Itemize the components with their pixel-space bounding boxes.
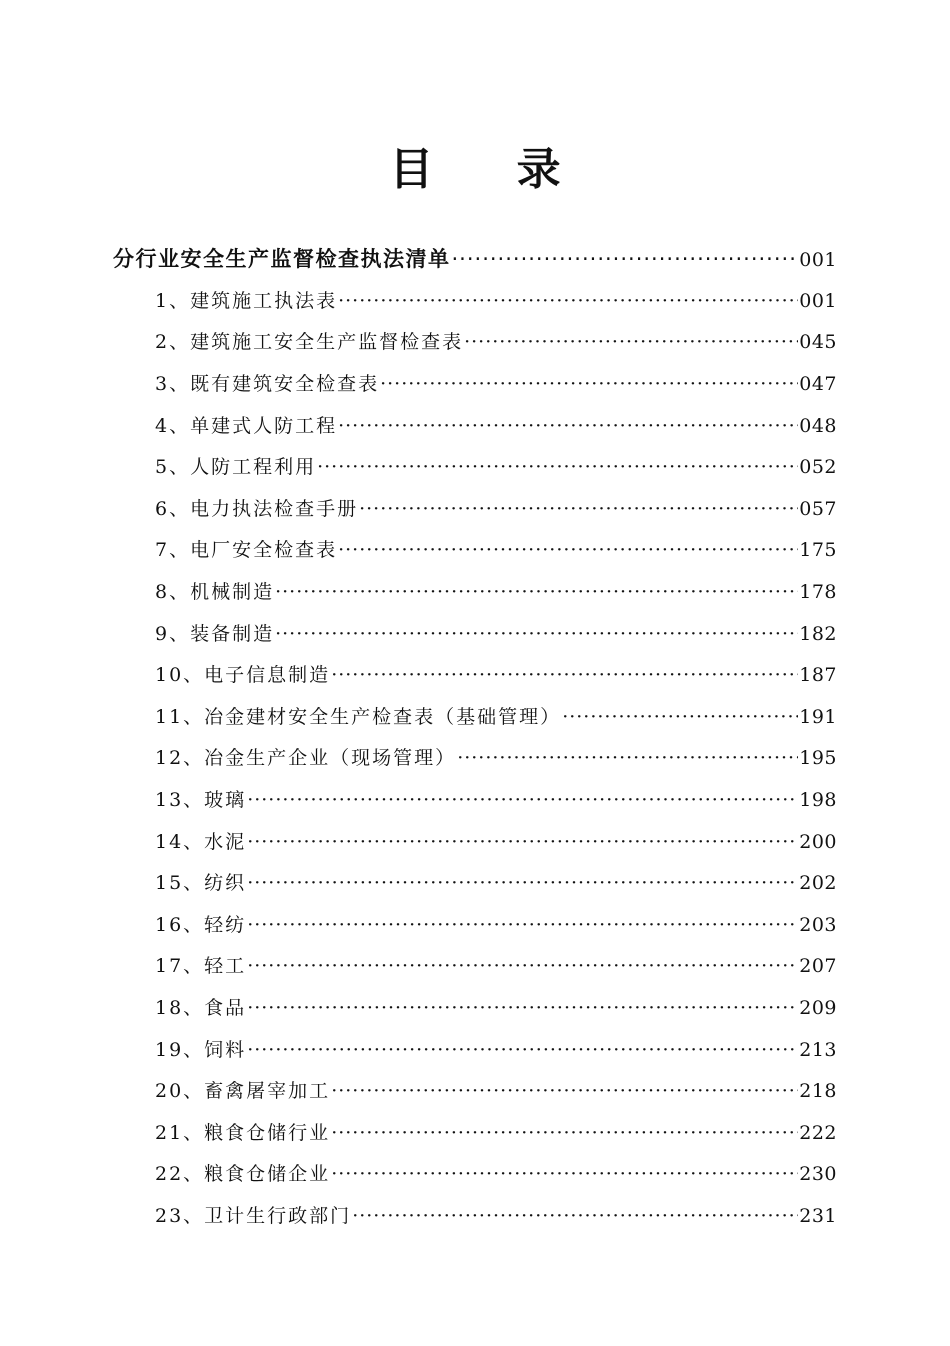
- toc-row: [0, 1069, 950, 1111]
- toc-entry-page: 207: [799, 955, 837, 978]
- toc-entry-page: 178: [799, 581, 837, 604]
- toc-row: [0, 570, 950, 612]
- toc-dot-leader: [562, 706, 798, 728]
- toc-entry-page: 218: [799, 1080, 837, 1103]
- toc-dot-leader: [247, 1039, 798, 1061]
- toc-entry[interactable]: [155, 535, 837, 562]
- toc-entry[interactable]: [155, 993, 837, 1020]
- toc-row: [0, 1194, 950, 1236]
- toc-dot-leader: [331, 1122, 798, 1144]
- toc-entry-title: 4、单建式人防工程: [155, 414, 338, 437]
- toc-entry-title: 22、粮食仓储企业: [155, 1163, 331, 1186]
- toc-entry-title: 16、轻纺: [155, 913, 247, 936]
- toc-entry-page: 222: [799, 1121, 837, 1144]
- toc-heading-text: 分行业安全生产监督检查执法清单: [113, 246, 451, 271]
- toc-dot-leader: [452, 247, 799, 271]
- toc-entry-page: 209: [799, 996, 837, 1019]
- toc-entry[interactable]: [155, 619, 837, 646]
- toc-row: [0, 362, 950, 404]
- toc-entry-title: 13、玻璃: [155, 789, 247, 812]
- toc-row: [0, 320, 950, 362]
- toc-entry-title: 6、电力执法检查手册: [155, 497, 359, 520]
- toc-entry-title: 19、饲料: [155, 1038, 247, 1061]
- toc-entry-page: 191: [799, 705, 837, 728]
- toc-dot-leader: [338, 415, 798, 437]
- toc-dot-leader: [331, 1080, 798, 1102]
- toc-entry-page: 213: [799, 1038, 837, 1061]
- toc-dot-leader: [457, 747, 798, 769]
- toc-row: [0, 403, 950, 445]
- toc-entry-title: 5、人防工程利用: [155, 456, 317, 479]
- toc-entry[interactable]: [155, 951, 837, 978]
- toc-entry-title: 21、粮食仓储行业: [155, 1121, 331, 1144]
- toc-entry[interactable]: [155, 1118, 837, 1145]
- toc-row: [0, 528, 950, 570]
- toc-entry[interactable]: [155, 286, 837, 313]
- toc-dot-leader: [380, 373, 798, 395]
- toc-entry-title: 15、纺织: [155, 872, 247, 895]
- toc-dot-leader: [317, 456, 798, 478]
- toc-entry-page: 175: [799, 539, 837, 562]
- toc-dot-leader: [247, 914, 798, 936]
- toc-entry-page: 001: [799, 289, 837, 312]
- toc-dot-leader: [247, 872, 798, 894]
- toc-dot-leader: [247, 831, 798, 853]
- toc-entry-page: 195: [799, 747, 837, 770]
- toc-entry[interactable]: [155, 660, 837, 687]
- toc-row: [0, 1027, 950, 1069]
- toc-row: [0, 611, 950, 653]
- toc-dot-leader: [247, 789, 798, 811]
- toc-entry-title: 23、卫计生行政部门: [155, 1204, 352, 1227]
- page-title: 目 录: [389, 144, 595, 195]
- toc-dot-leader: [247, 955, 798, 977]
- toc-heading-page: 001: [799, 248, 837, 271]
- toc-entry[interactable]: [155, 1035, 837, 1062]
- toc-entry-title: 18、食品: [155, 996, 247, 1019]
- toc-dot-leader: [352, 1205, 798, 1227]
- table-of-contents: [0, 237, 950, 1235]
- toc-entry-title: 17、轻工: [155, 955, 247, 978]
- toc-row: [0, 487, 950, 529]
- toc-entry-page: 182: [799, 622, 837, 645]
- toc-entry-page: 203: [799, 913, 837, 936]
- toc-entry[interactable]: [155, 910, 837, 937]
- toc-row: [0, 1110, 950, 1152]
- toc-entry[interactable]: [155, 1201, 837, 1228]
- toc-entry-page: 230: [799, 1163, 837, 1186]
- toc-entry[interactable]: [155, 494, 837, 521]
- toc-entry[interactable]: [155, 1159, 837, 1186]
- toc-entry-title: 10、电子信息制造: [155, 664, 331, 687]
- toc-row: [0, 279, 950, 321]
- toc-row: [0, 736, 950, 778]
- toc-entry[interactable]: [155, 743, 837, 770]
- toc-entry-page: 045: [799, 331, 837, 354]
- toc-entry-title: 3、既有建筑安全检查表: [155, 373, 380, 396]
- toc-entry[interactable]: [155, 1076, 837, 1103]
- toc-row: [0, 1152, 950, 1194]
- toc-dot-leader: [338, 290, 798, 312]
- toc-entry[interactable]: [155, 827, 837, 854]
- toc-entry[interactable]: [155, 577, 837, 604]
- toc-row: [0, 695, 950, 737]
- toc-heading-row: [0, 237, 950, 279]
- toc-dot-leader: [247, 997, 798, 1019]
- toc-entry-page: 048: [799, 414, 837, 437]
- toc-entry-title: 14、水泥: [155, 830, 247, 853]
- toc-dot-leader: [275, 581, 798, 603]
- toc-dot-leader: [331, 1163, 798, 1185]
- toc-heading[interactable]: [113, 243, 837, 273]
- toc-entry-page: 052: [799, 456, 837, 479]
- toc-entry-page: 200: [799, 830, 837, 853]
- toc-dot-leader: [338, 539, 798, 561]
- toc-entry[interactable]: [155, 411, 837, 438]
- toc-row: [0, 445, 950, 487]
- toc-entry-page: 198: [799, 789, 837, 812]
- toc-dot-leader: [464, 331, 798, 353]
- toc-entry[interactable]: [155, 327, 837, 354]
- toc-row: [0, 944, 950, 986]
- toc-entry-title: 8、机械制造: [155, 581, 275, 604]
- toc-entry-title: 7、电厂安全检查表: [155, 539, 338, 562]
- toc-row: [0, 778, 950, 820]
- toc-entry-title: 2、建筑施工安全生产监督检查表: [155, 331, 464, 354]
- toc-entry-page: 047: [799, 373, 837, 396]
- toc-entry-page: 187: [799, 664, 837, 687]
- toc-row: [0, 861, 950, 903]
- toc-entry[interactable]: [155, 785, 837, 812]
- toc-entry-title: 11、冶金建材安全生产检查表（基础管理）: [155, 705, 562, 728]
- toc-entry-title: 9、装备制造: [155, 622, 275, 645]
- toc-entry-page: 202: [799, 872, 837, 895]
- toc-dot-leader: [275, 623, 798, 645]
- toc-entry[interactable]: [155, 369, 837, 396]
- toc-entry-title: 12、冶金生产企业（现场管理）: [155, 747, 457, 770]
- toc-entry-page: 231: [799, 1204, 837, 1227]
- toc-row: [0, 903, 950, 945]
- toc-entry-title: 1、建筑施工执法表: [155, 289, 338, 312]
- toc-dot-leader: [359, 498, 798, 520]
- toc-entry-title: 20、畜禽屠宰加工: [155, 1080, 331, 1103]
- toc-entry-page: 057: [799, 497, 837, 520]
- toc-entry[interactable]: [155, 868, 837, 895]
- toc-row: [0, 653, 950, 695]
- toc-entry[interactable]: [155, 452, 837, 479]
- toc-row: [0, 986, 950, 1028]
- toc-dot-leader: [331, 664, 798, 686]
- toc-entry[interactable]: [155, 702, 837, 729]
- toc-row: [0, 819, 950, 861]
